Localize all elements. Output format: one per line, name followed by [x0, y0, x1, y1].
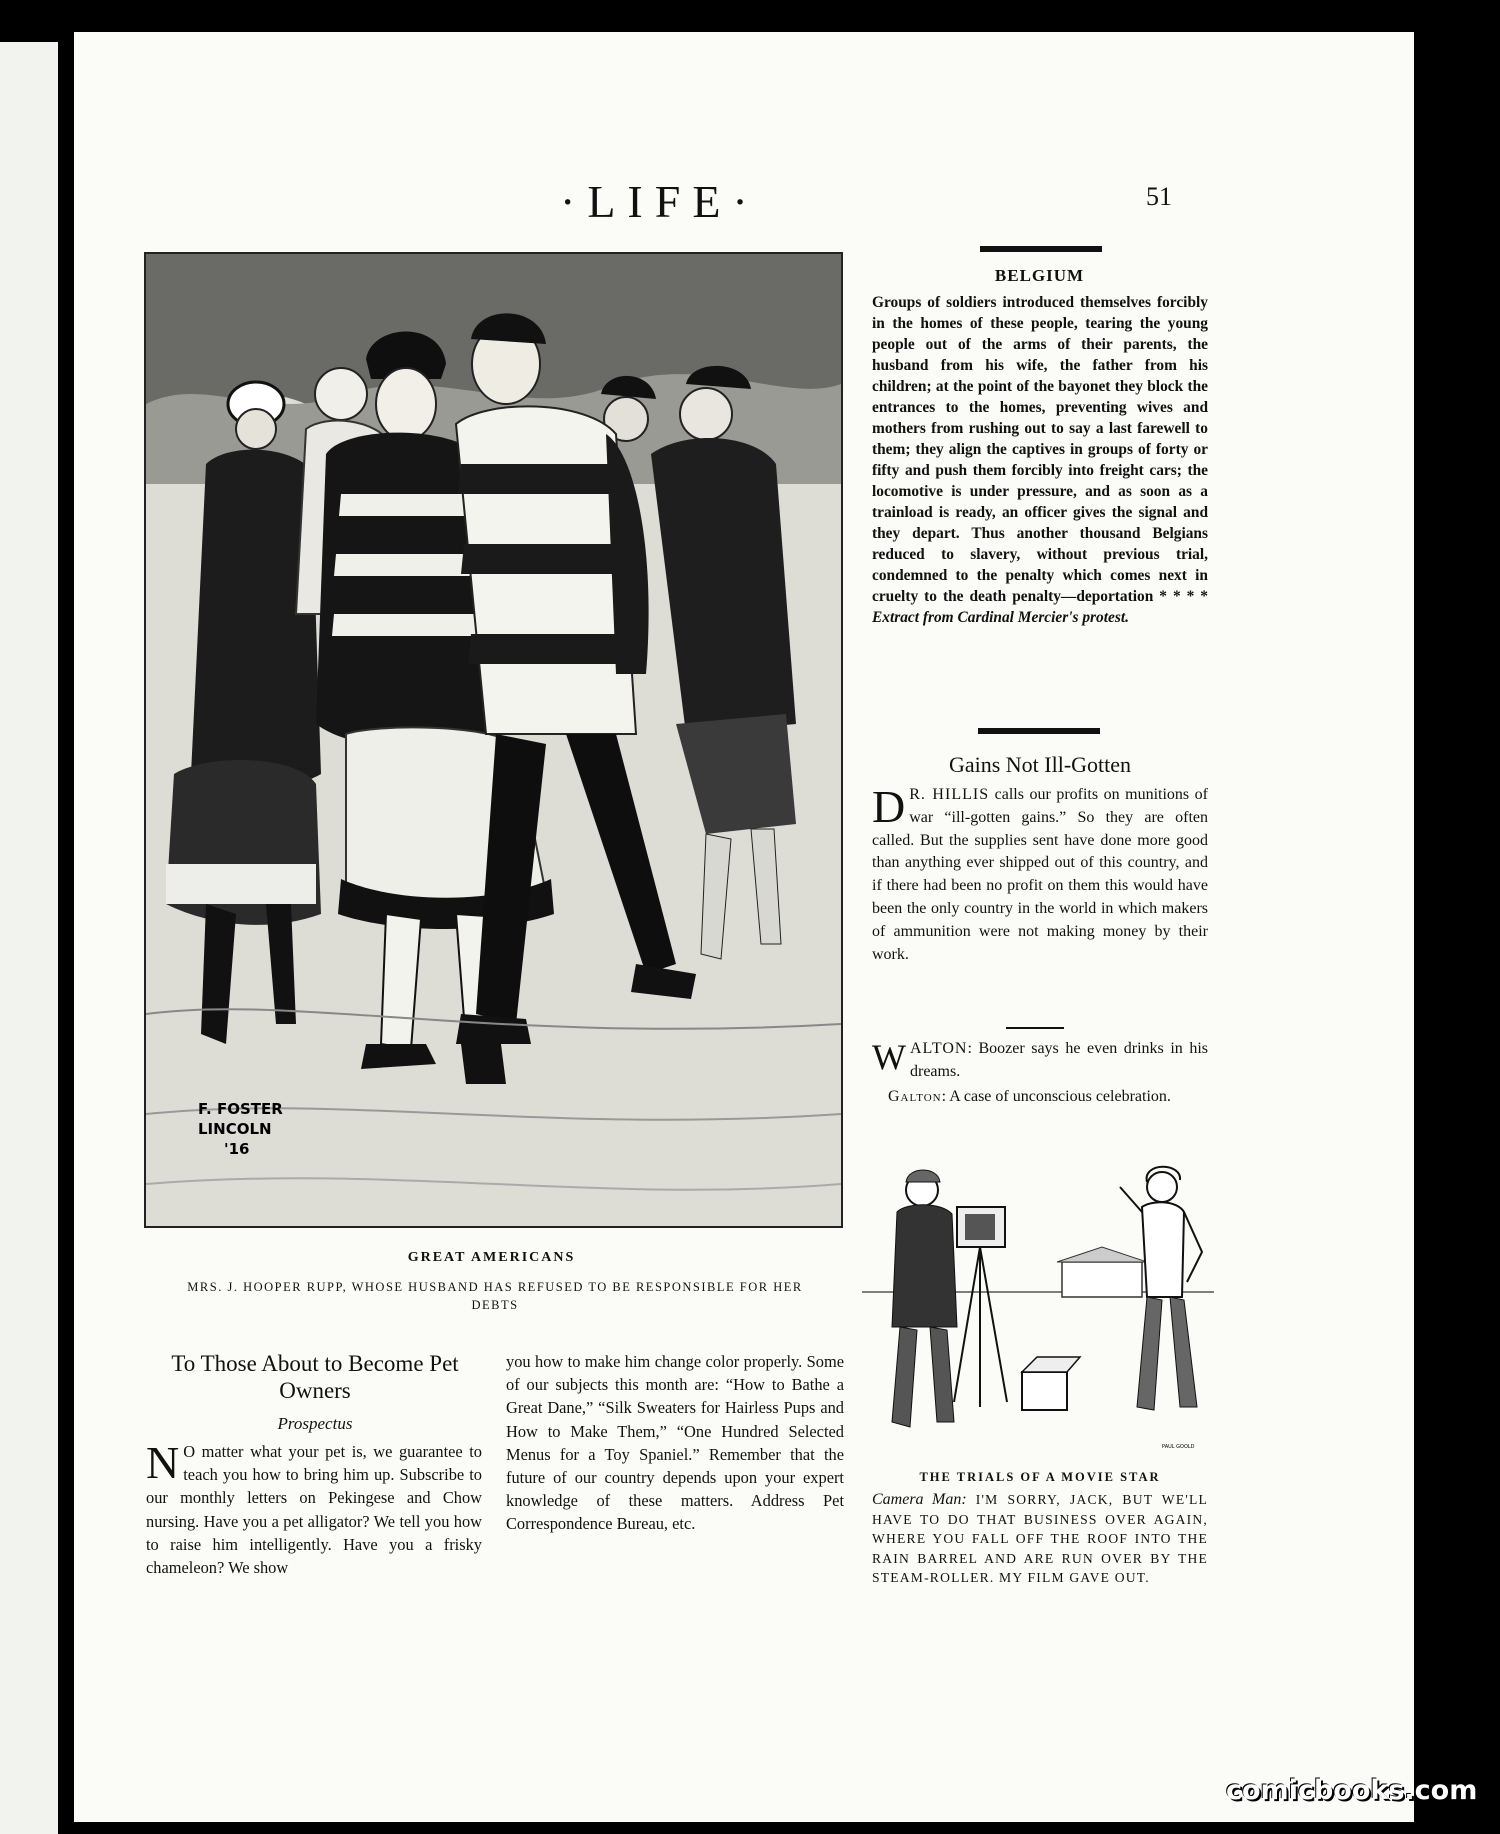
speaker-name: Camera Man:	[872, 1491, 967, 1508]
illustration-caption-title: GREAT AMERICANS	[407, 1250, 576, 1265]
gains-text: calls our profits on munitions of war “ill-gotten gains.” So they are often called. But the supplies sent have done more good than anything ever shipped out of this country, and if there had been no profit on them this would have been the only country in the world in which makers of ammunition were not making money by their work.	[872, 786, 1208, 963]
belgium-source: Extract from Cardinal Mercier's protest.	[872, 609, 1129, 626]
pet-article-column-1	[146, 1437, 482, 1579]
speaker-name: ALTON	[909, 1040, 968, 1057]
speaker-name: Galton	[888, 1088, 942, 1105]
illustration-caption-subtitle: MRS. J. HOOPER RUPP, WHOSE HUSBAND HAS REFUSED TO BE RESPONSIBLE FOR HER DEBTS	[187, 1280, 803, 1312]
svg-text:'16: '16	[224, 1140, 250, 1158]
section-rule	[978, 728, 1100, 734]
pet-article-subtitle: Prospectus	[277, 1414, 353, 1433]
drop-cap: N	[146, 1437, 180, 1488]
cartoon-artist-signature: PAUL GOOLD	[1162, 1444, 1195, 1450]
section-rule	[1006, 1027, 1064, 1029]
facing-page-edge	[0, 42, 58, 1834]
galton-line	[872, 1086, 1208, 1109]
site-watermark: comicbooks.com	[1226, 1775, 1478, 1806]
gains-lead: R. HILLIS	[909, 786, 990, 803]
caption-text: I'M SORRY, JACK, BUT WE'LL HAVE TO DO THAT BUSINESS OVER AGAIN, WHERE YOU FALL OFF THE ROOF INTO THE RAIN BARREL AND ARE RUN OVER BY THE STEAM-ROLLER. MY FILM GAVE OUT.	[872, 1492, 1208, 1585]
gains-body	[872, 781, 1208, 966]
pet-article-title: To Those About to Become Pet Owners	[171, 1351, 459, 1403]
movie-cartoon-caption	[872, 1490, 1208, 1588]
movie-star-cartoon	[862, 1152, 1214, 1452]
drop-cap: D	[872, 781, 906, 832]
magazine-title: ·LIFE·	[560, 176, 760, 227]
walton-line	[872, 1038, 1208, 1084]
svg-text:LINCOLN: LINCOLN	[198, 1120, 272, 1138]
gains-title: Gains Not Ill-Gotten	[948, 752, 1132, 777]
skating-illustration	[144, 252, 843, 1228]
pet-article-column-2: you how to make him change color properly. Some of our subjects this month are: “How to Bathe a Great Dane,” “Silk Sweaters for Hairless Pups and How to Make Them,” “One Hundred Selected Menus for a Toy Spaniel.” Remember that the future of our country depends upon your expert knowledge of these matters. Address Pet Correspondence Bureau, etc.	[506, 1352, 844, 1534]
dialogue-text: : A case of unconscious celebration.	[941, 1088, 1171, 1105]
movie-cartoon-title: THE TRIALS OF A MOVIE STAR	[919, 1470, 1161, 1484]
section-rule	[980, 246, 1102, 252]
page-number: 51	[1146, 182, 1172, 211]
svg-text:F. FOSTER: F. FOSTER	[198, 1100, 283, 1118]
belgium-body	[872, 292, 1208, 628]
pet-text-1: O matter what your pet is, we guarantee to teach you how to bring him up. Subscribe to our monthly letters on Pekingese and Chow nursing. Have you a pet alligator? We tell you how to raise him intelligently. Have you a frisky chameleon? We show	[146, 1442, 482, 1578]
dialogue-text: : Boozer says he even drinks in his dreams.	[909, 1040, 1208, 1080]
belgium-title: BELGIUM	[994, 266, 1085, 285]
drop-cap: W	[872, 1037, 906, 1077]
belgium-text: Groups of soldiers introduced themselves forcibly in the homes of these people, tearing the young people out of the arms of their parents, the husband from his wife, the father from his children; at the point of the bayonet they block the entrances to the homes, preventing wives and mothers from rushing out to say a last farewell to them; they align the captives in groups of forty or fifty and push them forcibly into freight cars; the locomotive is under pressure, and as soon as a trainload is ready, an officer gives the signal and they depart. Thus another thousand Belgians reduced to slavery, without previous trial, condemned to the penalty which comes next in cruelty to the death penalty—deportation * * * *	[872, 294, 1208, 605]
